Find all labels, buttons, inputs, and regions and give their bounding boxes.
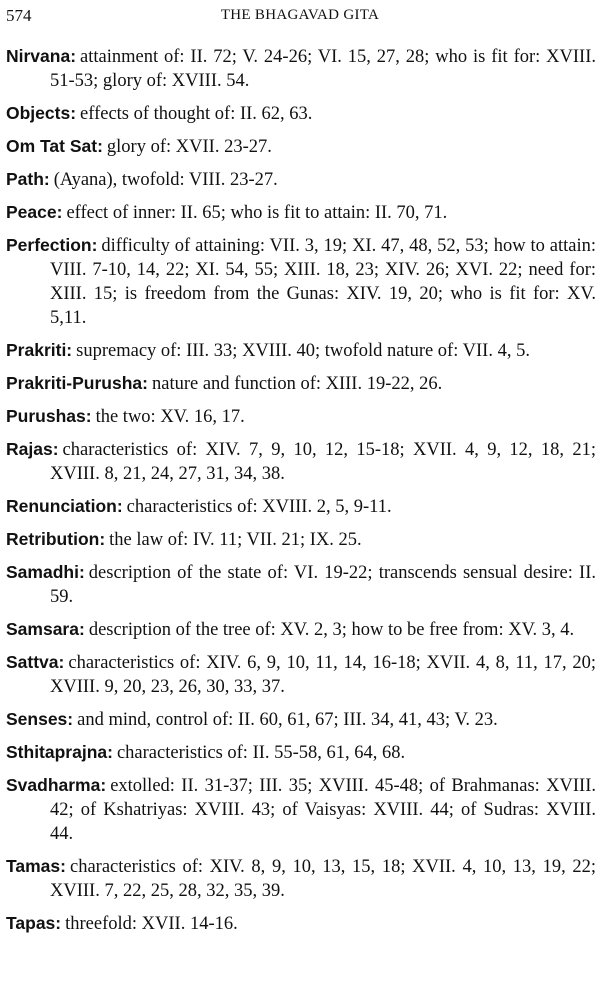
index-entry-nirvana [6, 44, 596, 93]
index-entry-senses [6, 707, 596, 732]
index-entry-sthitaprajna [6, 740, 596, 765]
index-term: Samadhi: [6, 562, 85, 582]
index-references: characteristics of: XIV. 7, 9, 10, 12, 15-18; XVII. 4, 9, 12, 18, 21; XVIII. 8, 21, 24, 27, 31, 34, 38. [50, 440, 596, 484]
index-term: Samsara: [6, 619, 85, 639]
index-term: Prakriti: [6, 340, 73, 360]
index-references: description of the state of: VI. 19-22; transcends sensual desire: II. 59. [50, 563, 596, 607]
index-term: Peace: [6, 202, 63, 222]
index-references: glory of: XVII. 23-27. [106, 137, 272, 157]
index-references: nature and function of: XIII. 19-22, 26. [151, 374, 443, 394]
index-entry-retribution [6, 527, 596, 552]
index-references: effects of thought of: II. 62, 63. [80, 104, 313, 124]
index-term: Senses: [6, 709, 74, 729]
index-references: difficulty of attaining: VII. 3, 19; XI. 47, 48, 52, 53; how to attain: VIII. 7-10, 14, 22; XI. 54, 55; XIII. 18, 23; XIV. 26; XVI. 22; need for: XIII. 15; is freedom from the Gunas: XIV. 19, 20; who is fit for: XV. 5,11. [50, 236, 596, 328]
index-term: Tamas: [6, 856, 66, 876]
index-references: extolled: II. 31-37; III. 35; XVIII. 45-48; of Brahmanas: XVIII. 42; of Kshatriyas: XVIII. 43; of Vaisyas: XVIII. 44; of Sudras: XVIII. 44. [50, 776, 596, 844]
index-references: and mind, control of: II. 60, 61, 67; III. 34, 41, 43; V. 23. [77, 710, 498, 730]
index-entry-perfection [6, 233, 596, 330]
running-head [0, 6, 600, 28]
index-entry-samadhi [6, 560, 596, 609]
index-entry-path [6, 167, 596, 192]
index-term: Renunciation: [6, 496, 123, 516]
index-entry-prakriti-purusha [6, 371, 596, 396]
index-references: the law of: IV. 11; VII. 21; IX. 25. [109, 530, 362, 550]
index-references: the two: XV. 16, 17. [95, 407, 245, 427]
index-entry-renunciation [6, 494, 596, 519]
index-references: (Ayana), twofold: VIII. 23-27. [53, 170, 278, 190]
index-entry-om-tat-sat [6, 134, 596, 159]
index-entry-samsara [6, 617, 596, 642]
index-term: Tapas: [6, 913, 62, 933]
index-term: Nirvana: [6, 46, 77, 66]
index-entries [6, 44, 596, 944]
index-references: description of the tree of: XV. 2, 3; how to be free from: XV. 3, 4. [88, 620, 575, 640]
index-references: attainment of: II. 72; V. 24-26; VI. 15, 27, 28; who is fit for: XVIII. 51-53; glory of: XVIII. 54. [50, 47, 596, 91]
index-term: Purushas: [6, 406, 92, 426]
index-references: threefold: XVII. 14-16. [65, 914, 238, 934]
book-title: THE BHAGAVAD GITA [220, 7, 380, 23]
index-term: Prakriti-Purusha: [6, 373, 148, 393]
index-term: Path: [6, 169, 50, 189]
index-entry-objects [6, 101, 596, 126]
index-references: characteristics of: II. 55-58, 61, 64, 68. [116, 743, 406, 763]
index-entry-peace [6, 200, 596, 225]
index-references: characteristics of: XIV. 6, 9, 10, 11, 14, 16-18; XVII. 4, 8, 11, 17, 20; XVIII. 9, 20, 23, 26, 30, 33, 37. [50, 653, 596, 697]
index-entry-purushas [6, 404, 596, 429]
index-entry-svadharma [6, 773, 596, 846]
index-entry-rajas [6, 437, 596, 486]
index-term: Objects: [6, 103, 77, 123]
index-entry-sattva [6, 650, 596, 699]
index-references: effect of inner: II. 65; who is fit to attain: II. 70, 71. [66, 203, 448, 223]
index-term: Sthitaprajna: [6, 742, 113, 762]
index-term: Sattva: [6, 652, 65, 672]
index-entry-tamas [6, 854, 596, 903]
index-references: supremacy of: III. 33; XVIII. 40; twofold nature of: VII. 4, 5. [76, 341, 530, 361]
index-term: Perfection: [6, 235, 98, 255]
page-number: 574 [6, 6, 32, 25]
index-term: Rajas: [6, 439, 59, 459]
index-entry-prakriti [6, 338, 596, 363]
index-references: characteristics of: XIV. 8, 9, 10, 13, 15, 18; XVII. 4, 10, 13, 19, 22; XVIII. 7, 22, 25, 28, 32, 35, 39. [50, 857, 596, 901]
index-term: Om Tat Sat: [6, 136, 103, 156]
index-entry-tapas [6, 911, 596, 936]
index-term: Retribution: [6, 529, 106, 549]
index-references: characteristics of: XVIII. 2, 5, 9-11. [126, 497, 392, 517]
index-term: Svadharma: [6, 775, 107, 795]
